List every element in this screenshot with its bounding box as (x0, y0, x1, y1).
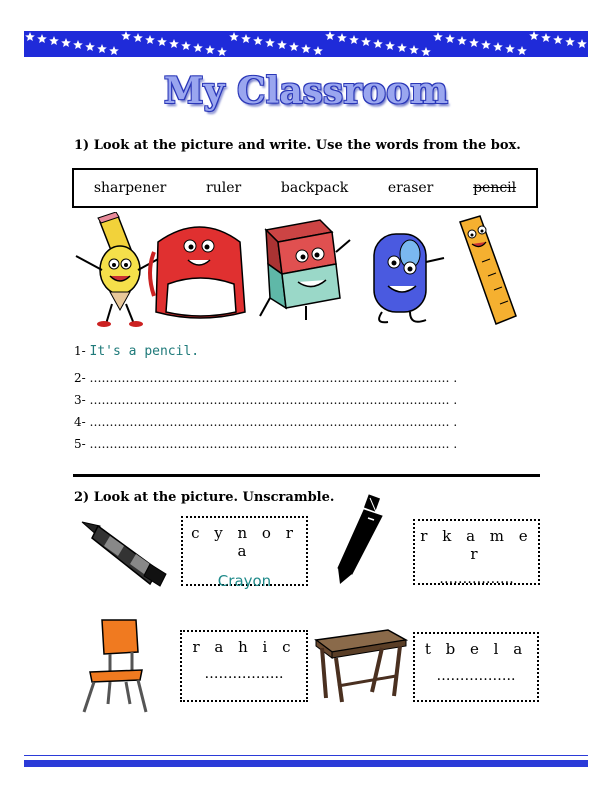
pencil-character-icon (76, 212, 160, 327)
line-dots: ……………………………………………………………………………… . (89, 415, 458, 429)
line-number: 2- (74, 371, 86, 385)
word-sharpener: sharpener (93, 180, 167, 196)
star-decoration (145, 35, 155, 44)
example-number: 1- (74, 344, 86, 358)
footer-line-thin (24, 755, 588, 756)
star-decoration (517, 46, 527, 55)
star-decoration (373, 39, 383, 48)
section1-instruction: 1) Look at the picture and write. Use the words from the box. (74, 138, 521, 153)
star-decoration (409, 45, 419, 54)
word-pencil: pencil (473, 180, 517, 196)
answer-text: Crayon (217, 572, 272, 590)
answer-blank: ……………. (439, 571, 514, 587)
star-decoration (445, 34, 455, 43)
scrambled-word: r a h i c (192, 638, 296, 656)
star-decoration (217, 47, 227, 56)
star-decoration (421, 47, 431, 56)
star-decoration (85, 42, 95, 51)
star-decoration (97, 44, 107, 53)
star-decoration (253, 36, 263, 45)
line-number: 5- (74, 437, 86, 451)
section2-instruction: 2) Look at the picture. Unscramble. (74, 490, 335, 505)
star-decoration (289, 42, 299, 51)
line-number: 3- (74, 393, 86, 407)
line-dots: ……………………………………………………………………………… . (89, 393, 458, 407)
star-decoration (505, 44, 515, 53)
answer-line-3[interactable] (74, 393, 457, 407)
example-answer: It's a pencil. (89, 344, 200, 359)
star-decoration (361, 37, 371, 46)
star-decoration (577, 39, 587, 48)
star-decoration (121, 31, 131, 40)
answer-blank: …………….. (436, 668, 516, 684)
line-dots: ……………………………………………………………………………… . (89, 437, 458, 451)
unscramble-box-2[interactable] (413, 519, 540, 585)
example-line (74, 344, 199, 359)
line-number: 4- (74, 415, 86, 429)
star-decoration (205, 45, 215, 54)
star-decoration (385, 41, 395, 50)
scrambled-word: r k a m e r (420, 527, 533, 563)
ruler-character-icon (460, 216, 516, 324)
scrambled-word: c y n o r a (191, 524, 298, 560)
unscramble-box-1[interactable] (181, 516, 308, 590)
star-decoration (37, 34, 47, 43)
star-decoration (61, 38, 71, 47)
scrambled-word: t b e l a (424, 640, 528, 658)
page-title: My Classroom (163, 70, 449, 112)
star-decoration (301, 44, 311, 53)
star-decoration (337, 33, 347, 42)
line-dots: ……………………………………………………………………………… . (89, 371, 458, 385)
star-decoration (241, 34, 251, 43)
star-decoration (481, 40, 491, 49)
star-decoration (265, 38, 275, 47)
star-decoration (193, 43, 203, 52)
star-decoration (553, 35, 563, 44)
star-decoration (433, 32, 443, 41)
star-decoration (169, 39, 179, 48)
backpack-character-icon (150, 227, 245, 318)
chair-icon (80, 618, 150, 714)
word-box (72, 168, 538, 208)
table-icon (312, 626, 408, 704)
unscramble-box-4[interactable] (413, 632, 539, 702)
marker-icon (330, 494, 390, 586)
star-decoration (493, 42, 503, 51)
footer-line-thick (24, 760, 588, 767)
sharpener-character-icon (374, 234, 444, 322)
star-decoration (349, 35, 359, 44)
star-decoration (529, 31, 539, 40)
answer-line-4[interactable] (74, 415, 457, 429)
star-decoration (313, 46, 323, 55)
star-decoration (541, 33, 551, 42)
star-decoration (565, 37, 575, 46)
word-backpack: backpack (280, 180, 349, 196)
star-decoration (397, 43, 407, 52)
section-divider (73, 474, 540, 477)
star-decoration (457, 36, 467, 45)
star-decoration (181, 41, 191, 50)
star-decoration (277, 40, 287, 49)
answer-line-5[interactable] (74, 437, 457, 451)
star-decoration (73, 40, 83, 49)
answer-blank: …………….. (204, 666, 284, 682)
pictures-row (70, 212, 520, 330)
star-decoration (25, 32, 35, 41)
star-decoration (109, 46, 119, 55)
star-decoration (157, 37, 167, 46)
star-decoration (133, 33, 143, 42)
star-decoration (325, 31, 335, 40)
star-decoration (49, 36, 59, 45)
crayon-icon (80, 516, 170, 588)
star-pattern (24, 31, 588, 57)
eraser-character-icon (260, 220, 350, 320)
star-border-band (24, 31, 588, 57)
star-decoration (229, 32, 239, 41)
word-eraser: eraser (387, 180, 434, 196)
star-decoration (469, 38, 479, 47)
unscramble-box-3[interactable] (180, 630, 308, 702)
answer-line-2[interactable] (74, 371, 457, 385)
word-ruler: ruler (206, 180, 242, 196)
